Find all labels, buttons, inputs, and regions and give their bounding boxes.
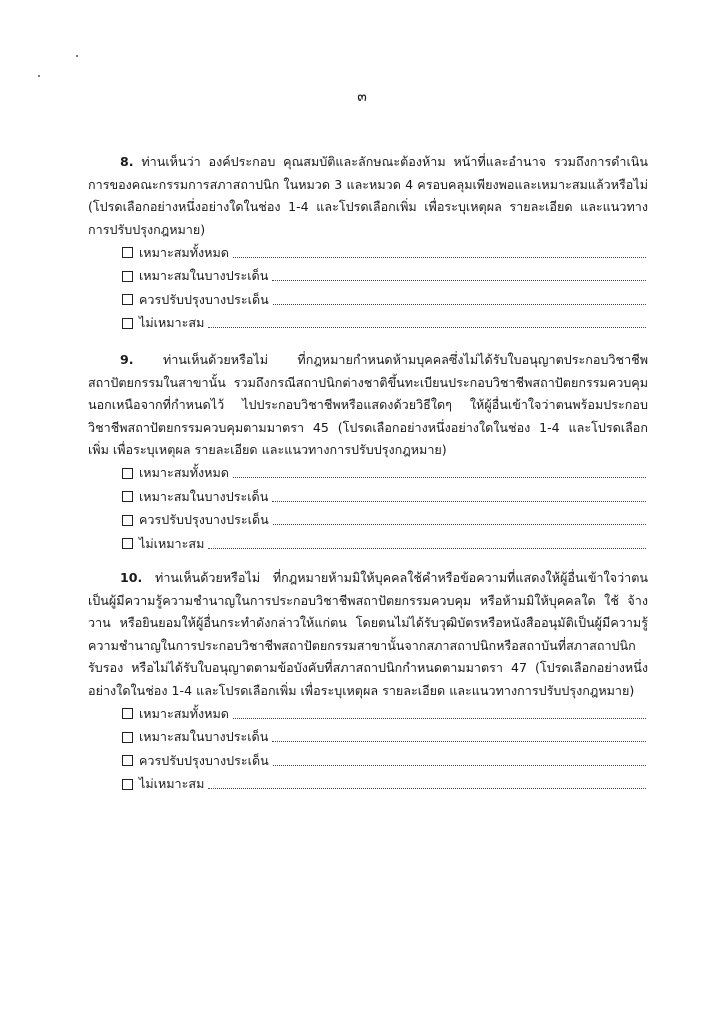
option-label: เหมาะสมในบางประเด็น <box>139 729 269 745</box>
question-10-body: ท่านเห็นด้วยหรือไม่ ที่กฎหมายห้ามมิให้บุคคลใช้คำหรือข้อความที่แสดงให้ผู้อื่นเข้าใจว่าตนเป็นผู้มีความรู้ความชำนาญในการประกอบวิชาชีพสถาปัตยกรรมควบคุม หรือห้ามมิให้บุคคลใด ใช้ จ้างวาน หรือยินยอมให้ผู้อื่นกระทำดังกล่าวให้แก่ตน โดยตนไม่ได้รับวุฒิบัตรหรือหนังสืออนุมัติเป็นผู้มีความรู้ความชำนาญในการประกอบวิชาชีพสถาปัตยกรรมสาขานั้นจากสภาสถาปนิกหรือสถาบันที่สภาสถาปนิกรับรอง หรือไม่ได้รับใบอนุญาตตามข้อบังคับที่สภาสถาปนิกกำหนดตามมาตรา 47 (โปรดเลือกอย่างหนึ่งอย่างใดในช่อง 1-4 และโปรดเลือกเพิ่ม เพื่อระบุเหตุผล รายละเอียด และแนวทางการปรับปรุงกฎหมาย) <box>88 570 648 698</box>
answer-line[interactable] <box>208 327 646 328</box>
checkbox[interactable] <box>122 779 133 790</box>
option-label: เหมาะสมในบางประเด็น <box>139 268 269 284</box>
answer-line[interactable] <box>273 524 646 525</box>
question-8-number: 8. <box>120 154 134 169</box>
q9-option-suitable-all <box>88 462 648 486</box>
q9-option-suitable-some <box>88 485 648 509</box>
answer-line[interactable] <box>273 765 646 766</box>
option-label: เหมาะสมทั้งหมด <box>139 244 229 260</box>
checkbox[interactable] <box>122 247 133 258</box>
answer-line[interactable] <box>272 501 646 502</box>
q10-option-improve-some <box>88 749 648 773</box>
option-label: เหมาะสมในบางประเด็น <box>139 488 269 504</box>
question-10-text <box>88 567 648 702</box>
question-9-text <box>88 349 648 462</box>
scan-speck <box>38 75 40 77</box>
option-label: ไม่เหมาะสม <box>139 315 205 331</box>
question-10 <box>88 567 648 796</box>
answer-line[interactable] <box>233 257 646 258</box>
answer-line[interactable] <box>272 280 646 281</box>
q9-option-not-suitable <box>88 532 648 556</box>
option-label: ควรปรับปรุงบางประเด็น <box>139 291 269 307</box>
checkbox[interactable] <box>122 468 133 479</box>
q9-option-improve-some <box>88 509 648 533</box>
question-9 <box>88 349 648 556</box>
checkbox[interactable] <box>122 755 133 766</box>
question-9-number: 9. <box>120 352 134 367</box>
answer-line[interactable] <box>233 718 646 719</box>
page-number: ๓ <box>357 89 367 105</box>
question-8 <box>88 151 648 335</box>
checkbox[interactable] <box>122 271 133 282</box>
question-9-options <box>88 462 648 556</box>
checkbox[interactable] <box>122 491 133 502</box>
option-label: ควรปรับปรุงบางประเด็น <box>139 752 269 768</box>
q8-option-suitable-all <box>88 241 648 265</box>
checkbox[interactable] <box>122 318 133 329</box>
checkbox[interactable] <box>122 538 133 549</box>
option-label: ไม่เหมาะสม <box>139 776 205 792</box>
answer-line[interactable] <box>208 788 646 789</box>
answer-line[interactable] <box>233 477 646 478</box>
question-8-options <box>88 241 648 335</box>
answer-line[interactable] <box>272 741 646 742</box>
q10-option-suitable-all <box>88 702 648 726</box>
q10-option-suitable-some <box>88 726 648 750</box>
checkbox[interactable] <box>122 732 133 743</box>
question-10-options <box>88 702 648 796</box>
checkbox[interactable] <box>122 515 133 526</box>
scan-speck <box>76 55 78 57</box>
option-label: เหมาะสมทั้งหมด <box>139 705 229 721</box>
checkbox[interactable] <box>122 708 133 719</box>
question-8-body: ท่านเห็นว่า องค์ประกอบ คุณสมบัติและลักษณะต้องห้าม หน้าที่และอำนาจ รวมถึงการดำเนินการของคณะกรรมการสภาสถาปนิก ในหมวด 3 และหมวด 4 ครอบคลุมเพียงพอและเหมาะสมแล้วหรือไม่ (โปรดเลือกอย่างหนึ่งอย่างใดในช่อง 1-4 และโปรดเลือกเพิ่ม เพื่อระบุเหตุผล รายละเอียด และแนวทางการปรับปรุงกฎหมาย) <box>88 154 648 237</box>
q8-option-improve-some <box>88 288 648 312</box>
answer-line[interactable] <box>208 548 646 549</box>
checkbox[interactable] <box>122 294 133 305</box>
question-9-body: ท่านเห็นด้วยหรือไม่ ที่กฎหมายกำหนดห้ามบุคคลซึ่งไม่ได้รับใบอนุญาตประกอบวิชาชีพสถาปัตยกรรมในสาขานั้น รวมถึงกรณีสถาปนิกต่างชาติขึ้นทะเบียนประกอบวิชาชีพสถาปัตยกรรมควบคุมนอกเหนือจากที่กำหนดไว้ ไปประกอบวิชาชีพหรือแสดงด้วยวิธีใดๆ ให้ผู้อื่นเข้าใจว่าตนพร้อมประกอบวิชาชีพสถาปัตยกรรมควบคุมตามมาตรา 45 (โปรดเลือกอย่างหนึ่งอย่างใดในช่อง 1-4 และโปรดเลือกเพิ่ม เพื่อระบุเหตุผล รายละเอียด และแนวทางการปรับปรุงกฎหมาย) <box>88 352 648 457</box>
q10-option-not-suitable <box>88 773 648 797</box>
option-label: เหมาะสมทั้งหมด <box>139 465 229 481</box>
option-label: ควรปรับปรุงบางประเด็น <box>139 512 269 528</box>
question-10-number: 10. <box>120 570 143 585</box>
answer-line[interactable] <box>273 304 646 305</box>
q8-option-suitable-some <box>88 265 648 289</box>
question-8-text <box>88 151 648 241</box>
q8-option-not-suitable <box>88 312 648 336</box>
option-label: ไม่เหมาะสม <box>139 535 205 551</box>
